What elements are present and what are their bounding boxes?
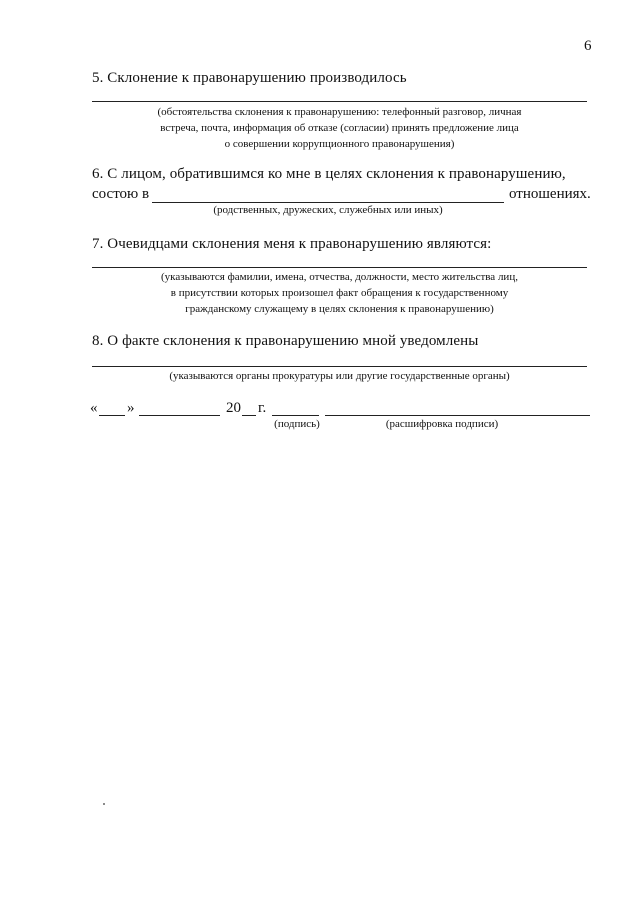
section-6-caption: (родственных, дружеских, служебных или иных) — [213, 204, 443, 216]
section-8-heading: 8. О факте склонения к правонарушению мной уведомлены — [92, 333, 479, 349]
date-year-prefix: 20 — [226, 400, 241, 416]
section-7-heading: 7. Очевидцами склонения меня к правонарушению являются: — [92, 236, 492, 252]
date-day-fill-line[interactable] — [99, 415, 125, 416]
section-5-caption-line: о совершении коррупционного правонарушения) — [224, 138, 455, 150]
page-number: 6 — [584, 38, 592, 54]
section-6-line2-end: отношениях. — [509, 186, 591, 202]
section-6-heading: 6. С лицом, обратившимся ко мне в целях склонения к правонарушению, — [92, 166, 566, 182]
signature-caption: (подпись) — [274, 418, 320, 430]
date-quote-close: » — [127, 400, 135, 416]
date-quote-open: « — [90, 400, 98, 416]
section-7-caption-line: гражданскому служащему в целях склонения к правонарушению) — [185, 303, 494, 315]
section-6-line2-start: состою в — [92, 186, 150, 202]
section-8-caption: (указываются органы прокуратуры или другие государственные органы) — [169, 370, 510, 382]
section-5-caption-line: встреча, почта, информация об отказе (согласии) принять предложение лица — [160, 122, 519, 134]
section-5-heading: 5. Склонение к правонарушению производилось — [92, 70, 407, 86]
date-year-fill-line[interactable] — [242, 415, 256, 416]
section-5-caption — [92, 104, 587, 152]
section-7-caption-line: (указываются фамилии, имена, отчества, должности, место жительства лиц, — [161, 271, 518, 283]
section-5-fill-line[interactable] — [92, 101, 587, 102]
signature-decoding-caption: (расшифровка подписи) — [385, 418, 499, 430]
section-7-fill-line[interactable] — [92, 267, 587, 268]
date-month-fill-line[interactable] — [139, 415, 220, 416]
section-7-caption-line: в присутствии которых произошел факт обращения к государственному — [170, 287, 509, 299]
date-year-suffix: г. — [258, 400, 267, 416]
scan-speck — [103, 803, 105, 805]
section-7-caption — [92, 269, 587, 317]
section-5-caption-line: (обстоятельства склонения к правонарушению: телефонный разговор, личная — [157, 106, 522, 118]
section-8-fill-line[interactable] — [92, 366, 587, 367]
